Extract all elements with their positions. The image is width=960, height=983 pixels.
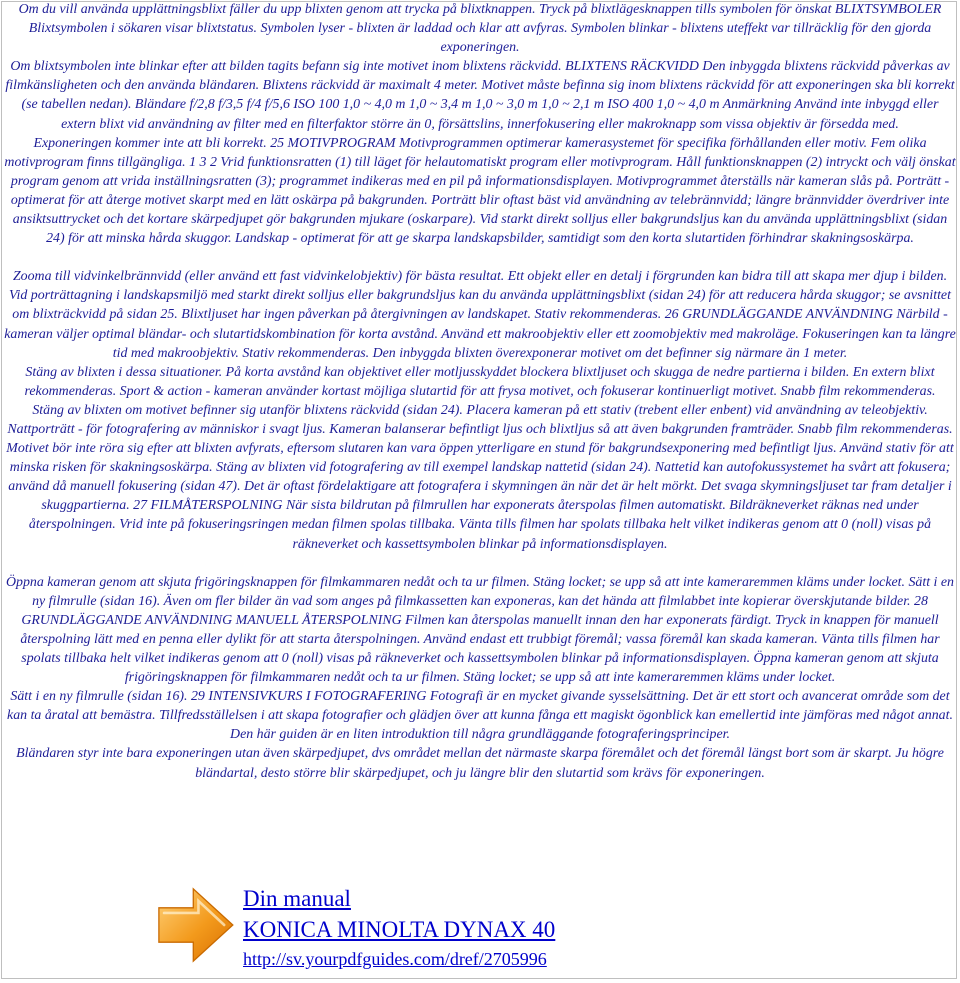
manual-footer [0,876,958,976]
footer-links [243,884,555,973]
manual-link[interactable]: Din manual [243,886,351,911]
paragraph-manual-rewind: Öppna kameran genom att skjuta frigöringsknappen för filmkammaren nedåt och ta ur filmen. Stäng locket; se upp så att inte kameraremmen kläms under locket. Sätt i en ny filmrulle (sidan 16). Även om fler bilder än vad som anges på filmkassetten kan exponeras, kan det hända att filmlabbet inte kopierar överskjutande bilder. 28 GRUNDLÄGGANDE ANVÄNDNING MANUELL ÅTERSPOLNING Filmen kan återspolas manuellt innan den har exponerats färdigt. Tryck in knappen för manuell återspolning lätt med en penna eller dylikt för att starta återspolningen. Använd endast ett trubbigt föremål; vassa föremål kan skada kameran. Vänta tills filmen har spolats tillbaka helt vilket indikeras genom att 0 (noll) visas på räkneverket och kassettsymbolen blinkar på informationsdisplayen. Öppna kameran genom att skjuta frigöringsknappen för filmkammaren nedåt och ta ur filmen. Stäng locket; se upp så att inte kameraremmen kläms under locket. [5,574,954,686]
document-body [4,0,956,783]
paragraph-sports-action: Stäng av blixten i dessa situationer. På korta avstånd kan objektivet eller motljusskyddet blockera blixtljuset och skugga de nedre partierna i bilden. En extern blixt rekommenderas. Sport & action - kameran använder kortast möjliga slutartid för att frysa motivet, och fokuserar kontinuerligt motivet. Snabb film rekommenderas. [24,364,936,399]
paragraph-night-portrait: Stäng av blixten om motivet befinner sig utanför blixtens räckvidd (sidan 24). Placera kameran på ett stativ (trebent eller enbent) vid användning av teleobjektiv. Nattporträtt - för fotografering av människor i svagt ljus. Kameran balanserar befintligt ljus och blixtljus så att även bakgrunden framträder. Snabb film rekommenderas. [7,402,953,437]
paragraph-film-rewind: Motivet bör inte röra sig efter att blixten avfyrats, eftersom slutaren kan vara öppen ytterligare en stund för bakgrundsexponering med befintligt ljus. Använd stativ för att minska risken för skakningsoskärpa. Stäng av blixten vid fotografering av till exempel landskap nattetid (sidan 24). Nattetid kan autofokussystemet ha svårt att fokusera; använd då manuell fokusering (sidan 47). Det är oftast fördelaktigare att fotografera i skymningen än när det är helt mörkt. Det svaga skymningsljuset tar fram detaljer i skuggpartierna. 27 FILMÅTERSPOLNING När sista bildrutan på filmrullen har exponerats återspolas filmen automatiskt. Bildräkneverket räknas ned under återspolningen. Vrid inte på fokuseringsringen medan filmen spolas tillbaka. Vänta tills filmen har spolats tillbaka helt vilket indikeras genom att 0 (noll) visas på räkneverket och kassettsymbolen blinkar på informationsdisplayen. [6,441,954,552]
paragraph-flash-range: Om blixtsymbolen inte blinkar efter att bilden tagits befann sig inte motivet inom blixtens räckvidd. BLIXTENS RÄCKVIDD Den inbyggda blixtens räckvidd påverkas av filmkänsligheten och den använda bländaren. Blixtens räckvidd är maximalt 4 meter. Motivet måste befinna sig inom blixtens räckvidd för att exponeringen ska bli korrekt (se tabellen nedan). Bländare f/2,8 f/3,5 f/4 f/5,6 ISO 100 1,0 ~ 4,0 m 1,0 ~ 3,4 m 1,0 ~ 3,0 m 1,0 ~ 2,1 m ISO 400 1,0 ~ 4,0 m Anmärkning Använd inte inbyggd eller extern blixt vid användning av filter med en filterfaktor större än 0, försättslins, innerfokusering eller makroknapp som vissa objektiv är försedda med. [5,59,955,132]
url-link[interactable]: http://sv.yourpdfguides.com/dref/2705996 [243,949,547,969]
paragraph-subject-programs: Exponeringen kommer inte att bli korrekt. 25 MOTIVPROGRAM Motivprogrammen optimerar kamerasystemet för specifika förhållanden eller motiv. Fem olika motivprogram finns tillgängliga. 1 3 2 Vrid funktionsratten (1) till läget för helautomatiskt program eller motivprogram. Håll funktionsknappen (2) intryckt och välj önskat program genom att vrida inställningsratten (3); programmet indikeras med en pil på informationsdisplayen. Motivprogrammet återställs när kameran slås på. Porträtt - optimerat för att återge motivet skarpt med en lätt oskärpa på bakgrunden. Porträtt blir oftast bäst vid användning av telebrännvidd; längre brännvidder överdriver inte ansiktsuttrycket och det kortare skärpedjupet gör bakgrunden mjukare (oskarpare). Vid starkt direkt solljus eller bakgrundsljus kan du använda upplättningsblixt (sidan 24) för att minska hårda skuggor. Landskap - optimerat för att ge skarpa landskapsbilder, samtidigt som den korta slutartiden förhindrar skakningsoskärpa. [4,135,956,247]
paragraph-spacer [4,248,956,267]
paragraph-landscape-closeup: Zooma till vidvinkelbrännvidd (eller använd ett fast vidvinkelobjektiv) för bästa resultat. Ett objekt eller en detalj i förgrunden kan bidra till att skapa mer djup i bilden. Vid porträttagning i landskapsmiljö med starkt direkt solljus eller bakgrundsljus kan du använda upplättningsblixt (sidan 24) för att reducera hårda skuggor; se avsnittet om blixträckvidd på sidan 25. Blixtljuset har ingen påverkan på återgivningen av landskapet. Stativ rekommenderas. 26 GRUNDLÄGGANDE ANVÄNDNING Närbild - kameran väljer optimal bländar- och slutartidskombination för korta avstånd. Använd ett makroobjektiv eller ett zoomobjektiv med makroläge. Fokuseringen kan ta längre tid med makroobjektiv. Stativ rekommenderas. Den inbyggda blixten överexponerar motivet om det befinner sig närmare än 1 meter. [4,269,956,361]
orange-arrow-icon [152,882,238,968]
paragraph-spacer [4,554,956,573]
paragraph-flash-symbols: Om du vill använda upplättningsblixt fäller du upp blixten genom att trycka på blixtknappen. Tryck på blixtlägesknappen tills symbolen för önskat BLIXTSYMBOLER Blixtsymbolen i sökaren visar blixtstatus. Symbolen lyser - blixten är laddad och klar att avfyras. Symbolen blinkar - blixtens uteffekt var tillräcklig för den gjorda exponeringen. [18,2,942,56]
product-link[interactable]: KONICA MINOLTA DYNAX 40 [243,917,556,942]
paragraph-crash-course: Sätt i en ny filmrulle (sidan 16). 29 INTENSIVKURS I FOTOGRAFERING Fotografi är en mycket givande sysselsättning. Det är ett stort och avancerat område som det kan ta åratal att bemästra. Tillfredsställelsen i att skapa fotografier och glädjen över att kunna fånga ett magiskt ögonblick kan emellertid inte jämföras med något annat. Den här guiden är en liten introduktion till några grundläggande fotograferingsprinciper. [7,689,953,743]
paragraph-aperture: Bländaren styr inte bara exponeringen utan även skärpedjupet, dvs området mellan det närmaste skarpa föremålet och det föremål längst bort som är skarpt. Ju högre bländartal, desto större blir skärpedjupet, och ju längre blir den slutartid som krävs för exponeringen. [16,746,944,781]
